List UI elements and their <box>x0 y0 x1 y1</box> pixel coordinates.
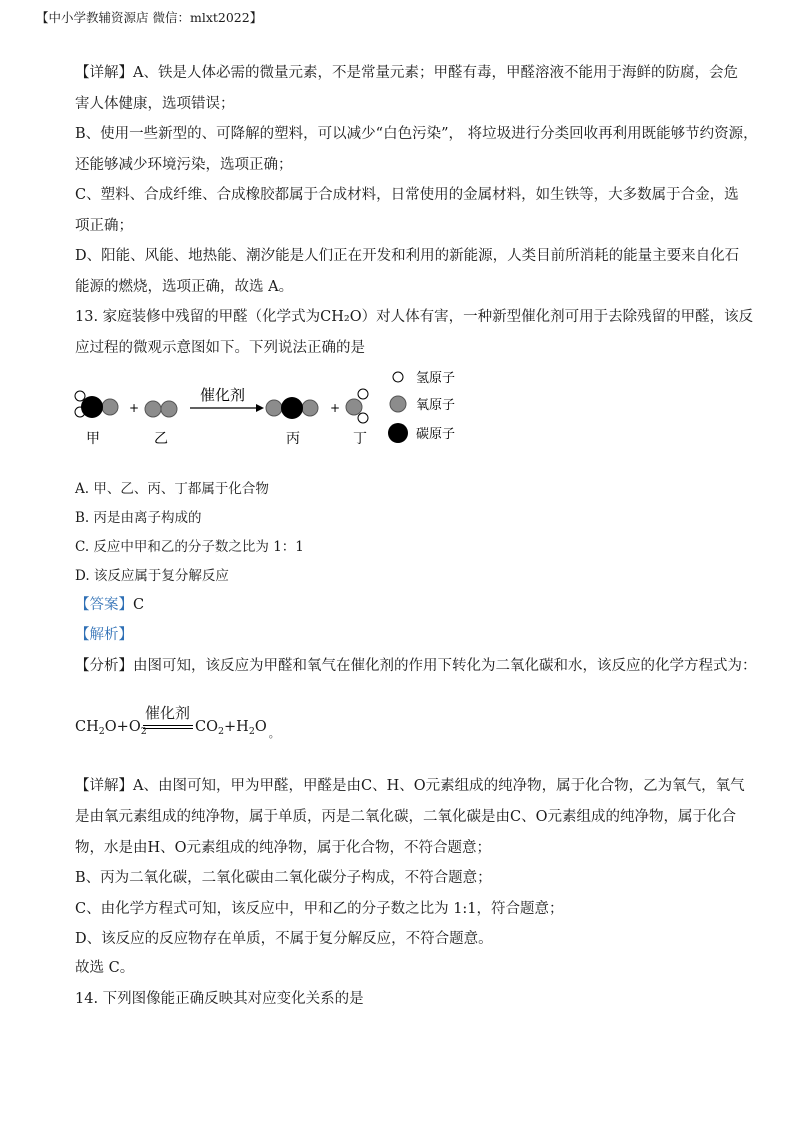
molecule-jia <box>75 391 118 418</box>
q13-detail-line-3: 物，水是由H、O元素组成的纯净物，属于化合物，不符合题意； <box>75 840 492 856</box>
plus-sign-2: + <box>330 401 341 415</box>
q13-detail-line-4: B、丙为二氧化碳，二氧化碳由二氧化碳分子构成，不符合题意； <box>75 870 492 886</box>
q12-detail-line-6: 项正确； <box>75 218 133 234</box>
label-yi: 乙 <box>154 431 168 447</box>
answer-tag: 【答案】 <box>75 597 133 613</box>
page-header: 【中小学教辅资源店 微信：mlxt2022】 <box>36 10 263 25</box>
q12-detail-line-5: C、塑料、合成纤维、合成橡胶都属于合成材料，日常使用的金属材料，如生铁等，大多数属于合金，选 <box>75 187 739 203</box>
label-jia: 甲 <box>86 431 100 447</box>
q12-detail-line-1: 【详解】A、铁是人体必需的微量元素，不是常量元素；甲醛有毒，甲醛溶液不能用于海鲜的防腐，会危 <box>75 65 738 81</box>
q13-option-c: C. 反应中甲和乙的分子数之比为 1：1 <box>75 539 304 555</box>
q13-stem-line-2: 应过程的微观示意图如下。下列说法正确的是 <box>75 340 365 356</box>
chemical-equation <box>75 702 395 748</box>
equation-right: $CO_2+H_2O$ $_。$ <box>195 719 280 740</box>
equation-catalyst: 催化剂 <box>145 704 191 722</box>
q13-detail-line-5: C、由化学方程式可知，该反应中，甲和乙的分子数之比为 1:1，符合题意； <box>75 901 564 917</box>
legend <box>388 371 455 443</box>
legend-oxygen-icon <box>390 396 406 412</box>
q13-option-a: A. 甲、乙、丙、丁都属于化合物 <box>75 481 269 497</box>
arrow-head-icon <box>256 404 264 412</box>
legend-oxygen: 氧原子 <box>416 398 456 413</box>
q13-conclusion: 故选 C。 <box>75 960 135 976</box>
q12-detail-line-8: 能源的燃烧，选项正确，故选 A。 <box>75 279 294 295</box>
catalyst-label: 催化剂 <box>200 386 246 404</box>
molecule-bing <box>266 397 318 419</box>
q13-stem-line-1: 13. 家庭装修中残留的甲醛（化学式为CH₂O）对人体有害，一种新型催化剂可用于去除残留的甲醛，该反 <box>75 309 754 325</box>
q13-option-d: D. 该反应属于复分解反应 <box>75 568 229 584</box>
label-ding: 丁 <box>353 431 367 447</box>
q13-option-b: B. 丙是由离子构成的 <box>75 510 202 526</box>
equation-line-bottom <box>143 728 193 729</box>
answer-line <box>75 595 144 615</box>
answer-value: C <box>133 597 145 613</box>
molecule-yi <box>145 401 177 417</box>
q12-detail-line-7: D、阳能、风能、地热能、潮汐能是人们正在开发和利用的新能源，人类目前所消耗的能量主要来自化石 <box>75 248 740 264</box>
reaction-diagram <box>72 362 492 454</box>
analysis-text: 【分析】由图可知，该反应为甲醛和氧气在催化剂的作用下转化为二氧化碳和水，该反应的化学方程式为： <box>75 658 757 674</box>
q14-stem: 14. 下列图像能正确反映其对应变化关系的是 <box>75 991 364 1007</box>
legend-carbon: 碳原子 <box>416 427 456 442</box>
q13-detail-line-6: D、该反应的反应物存在单质，不属于复分解反应，不符合题意。 <box>75 931 493 947</box>
q13-detail-line-2: 是由氧元素组成的纯净物，属于单质，丙是二氧化碳，二氧化碳是由C、O元素组成的纯净物，属于化合 <box>75 809 736 825</box>
analysis-tag: 【解析】 <box>75 627 133 643</box>
legend-carbon-icon <box>388 423 408 443</box>
q12-detail-line-2: 害人体健康，选项错误； <box>75 96 235 112</box>
plus-sign-1: + <box>129 401 140 415</box>
equation-left: $CH_2O+O_2$ <box>75 719 147 737</box>
equation-line-top <box>143 725 193 726</box>
q13-detail-line-1: 【详解】A、由图可知，甲为甲醛，甲醛是由C、H、O元素组成的纯净物，属于化合物，乙为氧气，氧气 <box>75 778 745 794</box>
q12-detail-line-4: 还能够减少环境污染，选项正确； <box>75 157 293 173</box>
legend-hydrogen-icon <box>393 372 403 382</box>
q12-detail-line-3: B、使用一些新型的、可降解的塑料，可以减少“白色污染”， 将垃圾进行分类回收再利用既能够节约资源， <box>75 126 758 142</box>
label-bing: 丙 <box>286 431 300 447</box>
legend-hydrogen: 氢原子 <box>416 371 456 386</box>
molecule-ding <box>346 389 368 423</box>
